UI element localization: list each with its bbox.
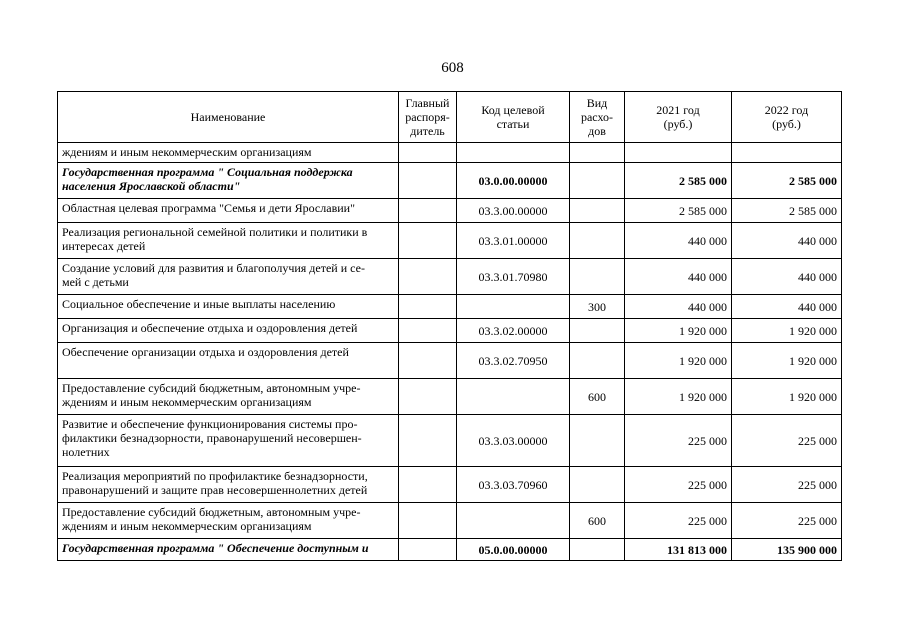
cell-code: 03.3.03.70960 xyxy=(457,467,570,503)
cell-2022: 135 900 000 xyxy=(732,539,842,561)
table-row xyxy=(58,223,842,259)
table-row xyxy=(58,539,842,561)
header-name: Наименование xyxy=(58,92,399,143)
cell-2021: 225 000 xyxy=(625,467,732,503)
cell-vid xyxy=(570,223,625,259)
cell-code: 03.3.02.00000 xyxy=(457,319,570,343)
table-row xyxy=(58,467,842,503)
cell-2022: 1 920 000 xyxy=(732,319,842,343)
cell-code: 03.3.00.00000 xyxy=(457,199,570,223)
cell-name xyxy=(58,319,399,343)
cell-admin xyxy=(399,295,457,319)
cell-2021: 440 000 xyxy=(625,295,732,319)
cell-name-line: ждениям и иным некоммерческим организациям xyxy=(62,145,312,159)
header-year-2022-line: (руб.) xyxy=(772,117,801,131)
table-row xyxy=(58,199,842,223)
header-admin xyxy=(399,92,457,143)
cell-2022: 225 000 xyxy=(732,503,842,539)
cell-2021 xyxy=(625,143,732,163)
cell-name-line: ждениям и иным некоммерческим организациям xyxy=(62,395,312,409)
cell-name-line: Предоставление субсидий бюджетным, автономным учре- xyxy=(62,381,361,395)
header-year-2022-line: 2022 год xyxy=(764,103,809,117)
cell-2022 xyxy=(732,143,842,163)
table-row xyxy=(58,295,842,319)
cell-name xyxy=(58,343,399,379)
header-vid xyxy=(570,92,625,143)
cell-admin xyxy=(399,143,457,163)
cell-name-line: Создание условий для развития и благополучия детей и се- xyxy=(62,261,365,275)
cell-name xyxy=(58,295,399,319)
cell-admin xyxy=(399,503,457,539)
header-year-2022 xyxy=(732,92,842,143)
cell-vid xyxy=(570,163,625,199)
cell-2021: 1 920 000 xyxy=(625,319,732,343)
cell-admin xyxy=(399,343,457,379)
cell-code: 05.0.00.00000 xyxy=(457,539,570,561)
cell-admin xyxy=(399,259,457,295)
cell-admin xyxy=(399,163,457,199)
cell-code: 03.3.02.70950 xyxy=(457,343,570,379)
cell-code: 03.3.01.70980 xyxy=(457,259,570,295)
table-body xyxy=(58,143,842,561)
cell-code: 03.0.00.00000 xyxy=(457,163,570,199)
page-number: 608 xyxy=(441,60,464,76)
cell-name xyxy=(58,259,399,295)
cell-name-line: Предоставление субсидий бюджетным, автономным учре- xyxy=(62,505,361,519)
cell-2021: 2 585 000 xyxy=(625,163,732,199)
cell-vid xyxy=(570,143,625,163)
cell-admin xyxy=(399,319,457,343)
cell-2021: 131 813 000 xyxy=(625,539,732,561)
cell-name-line: населения Ярославской области" xyxy=(62,179,241,193)
cell-vid xyxy=(570,343,625,379)
table-header-row xyxy=(58,92,842,143)
header-admin-line: распоря- xyxy=(405,110,450,124)
header-vid-line: расхо- xyxy=(580,110,614,124)
cell-name-line: нолетних xyxy=(62,445,110,459)
cell-admin xyxy=(399,415,457,467)
cell-2021: 1 920 000 xyxy=(625,343,732,379)
table-row xyxy=(58,143,842,163)
header-code-line: Код целевой xyxy=(481,103,545,117)
table-row xyxy=(58,415,842,467)
cell-name-line: мей с детьми xyxy=(62,275,129,289)
cell-code xyxy=(457,295,570,319)
cell-code xyxy=(457,143,570,163)
cell-name xyxy=(58,415,399,467)
cell-2021: 225 000 xyxy=(625,415,732,467)
cell-name-line: филактики безнадзорности, правонарушений несовершен- xyxy=(62,431,362,445)
cell-name-line: Обеспечение организации отдыха и оздоровления детей xyxy=(62,345,349,359)
cell-2022: 2 585 000 xyxy=(732,163,842,199)
cell-vid xyxy=(570,319,625,343)
cell-vid: 300 xyxy=(570,295,625,319)
cell-2022: 225 000 xyxy=(732,467,842,503)
cell-name xyxy=(58,199,399,223)
cell-name-line: Областная целевая программа "Семья и дети Ярославии" xyxy=(62,201,355,215)
cell-name xyxy=(58,539,399,561)
header-year-2021-line: (руб.) xyxy=(663,117,693,131)
cell-admin xyxy=(399,539,457,561)
header-code xyxy=(457,92,570,143)
cell-admin xyxy=(399,467,457,503)
table-row xyxy=(58,259,842,295)
cell-2021: 440 000 xyxy=(625,223,732,259)
cell-name xyxy=(58,163,399,199)
table-row xyxy=(58,503,842,539)
cell-2022: 1 920 000 xyxy=(732,343,842,379)
cell-name xyxy=(58,467,399,503)
budget-table xyxy=(57,91,842,561)
cell-name-line: интересах детей xyxy=(62,239,146,253)
cell-name-line: правонарушений и защите прав несовершеннолетних детей xyxy=(62,483,368,497)
cell-vid xyxy=(570,259,625,295)
header-admin-line: дитель xyxy=(410,124,445,138)
header-vid-line: дов xyxy=(588,124,606,138)
cell-2021: 2 585 000 xyxy=(625,199,732,223)
cell-name-line: Реализация мероприятий по профилактике безнадзорности, xyxy=(62,469,368,483)
cell-2021: 1 920 000 xyxy=(625,379,732,415)
cell-vid xyxy=(570,539,625,561)
cell-code xyxy=(457,379,570,415)
cell-admin xyxy=(399,223,457,259)
cell-2022: 2 585 000 xyxy=(732,199,842,223)
cell-name xyxy=(58,143,399,163)
header-admin-line: Главный xyxy=(405,96,450,110)
cell-name-line: ждениям и иным некоммерческим организациям xyxy=(62,519,312,533)
header-code-line: статьи xyxy=(496,117,530,131)
cell-name-line: Социальное обеспечение и иные выплаты населению xyxy=(62,297,336,311)
cell-vid xyxy=(570,415,625,467)
cell-2022: 440 000 xyxy=(732,295,842,319)
cell-2022: 225 000 xyxy=(732,415,842,467)
cell-2021: 440 000 xyxy=(625,259,732,295)
cell-vid xyxy=(570,467,625,503)
cell-name-line: Развитие и обеспечение функционирования системы про- xyxy=(62,417,358,431)
cell-code: 03.3.03.00000 xyxy=(457,415,570,467)
table-row xyxy=(58,379,842,415)
cell-name-line: Государственная программа " Обеспечение доступным и xyxy=(62,541,369,555)
header-year-2021 xyxy=(625,92,732,143)
cell-2022: 1 920 000 xyxy=(732,379,842,415)
header-vid-line: Вид xyxy=(586,96,608,110)
cell-name xyxy=(58,223,399,259)
cell-admin xyxy=(399,379,457,415)
cell-name xyxy=(58,379,399,415)
cell-name-line: Реализация региональной семейной политики и политики в xyxy=(62,225,368,239)
cell-code xyxy=(457,503,570,539)
cell-name-line: Организация и обеспечение отдыха и оздоровления детей xyxy=(62,321,358,335)
cell-vid xyxy=(570,199,625,223)
cell-code: 03.3.01.00000 xyxy=(457,223,570,259)
cell-vid: 600 xyxy=(570,379,625,415)
header-year-2021-line: 2021 год xyxy=(656,103,700,117)
table-row xyxy=(58,343,842,379)
table-row xyxy=(58,163,842,199)
cell-name-line: Государственная программа " Социальная поддержка xyxy=(62,165,353,179)
cell-2022: 440 000 xyxy=(732,259,842,295)
cell-admin xyxy=(399,199,457,223)
table-row xyxy=(58,319,842,343)
cell-vid: 600 xyxy=(570,503,625,539)
cell-2022: 440 000 xyxy=(732,223,842,259)
cell-2021: 225 000 xyxy=(625,503,732,539)
cell-name xyxy=(58,503,399,539)
